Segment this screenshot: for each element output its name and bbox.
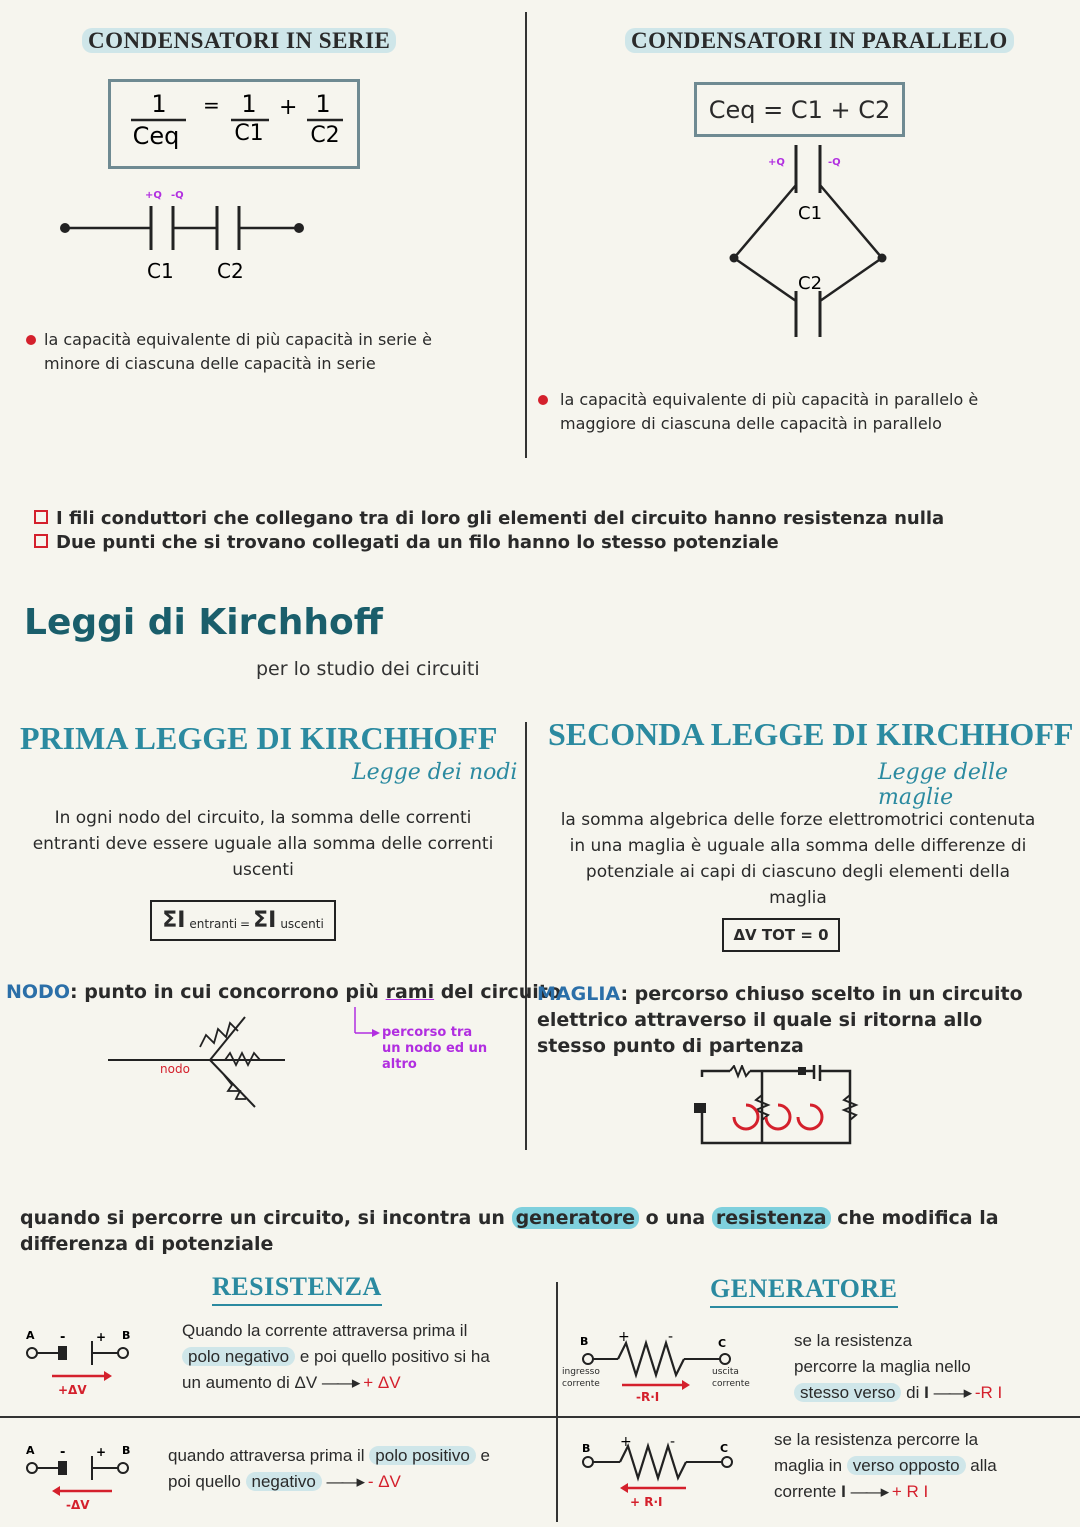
- svg-text:A: A: [26, 1444, 35, 1457]
- lhs-den: Ceq: [132, 122, 180, 150]
- bullet-icon: [538, 395, 548, 405]
- series-formula-box: [108, 79, 360, 169]
- bottom-hdivider: [0, 1416, 1080, 1418]
- mesh-definition: MAGLIA: percorso chiuso scelto in un circuito elettrico attraverso il quale si ritorna allo stesso punto di partenza: [537, 983, 1023, 1057]
- arrow-label: -R·I: [636, 1390, 660, 1404]
- parallel-formula-box: [694, 82, 905, 137]
- generatore-title: GENERATORE: [710, 1274, 898, 1308]
- square-bullet-icon: [34, 534, 48, 548]
- kirchhoff-subtitle: per lo studio dei circuiti: [256, 658, 480, 680]
- resistor-symbol-2: [560, 1430, 760, 1515]
- first-law-formula: ΣI entranti = ΣI uscenti: [150, 900, 336, 941]
- node-diagram: [100, 1005, 400, 1115]
- plus-sign: +: [279, 95, 298, 120]
- svg-text:-: -: [60, 1445, 66, 1460]
- svg-text:-: -: [668, 1329, 674, 1345]
- svg-text:B: B: [122, 1444, 131, 1457]
- generatore-case2-text: se la resistenza percorre la maglia in verso opposto alla corrente I ——▸ + R I: [774, 1430, 997, 1501]
- svg-text:+: +: [96, 1445, 107, 1459]
- label-c1: C1: [798, 203, 823, 224]
- node-label: nodo: [160, 1062, 190, 1076]
- t1-den: C1: [234, 121, 264, 146]
- svg-text:C: C: [720, 1442, 729, 1455]
- resistenza-case2-text: quando attraversa prima il polo positivo e poi quello negativo ——▸ - ΔV: [168, 1446, 490, 1491]
- second-law-formula: ΔV TOT = 0: [722, 918, 840, 952]
- svg-text:+: +: [96, 1330, 107, 1344]
- parallel-title: CONDENSATORI IN PARALLELO: [625, 28, 1014, 54]
- uscita-label: uscita corrente: [712, 1367, 750, 1389]
- arrow-label: +ΔV: [58, 1383, 87, 1397]
- battery-symbol-1: [22, 1325, 142, 1400]
- label-c2: C2: [217, 259, 244, 283]
- first-law-subtitle: Legge dei nodi: [352, 760, 518, 785]
- eq-sign: =: [203, 93, 220, 117]
- square-bullet-icon: [34, 510, 48, 524]
- charge-pos: +Q: [145, 190, 162, 201]
- series-note: la capacità equivalente di più capacità in serie è minore di ciascuna delle capacità in serie: [26, 328, 456, 376]
- terminal-right: [294, 223, 304, 233]
- svg-text:C: C: [718, 1337, 727, 1350]
- result: + ΔV: [363, 1373, 401, 1392]
- resistor-symbol-1: [560, 1325, 760, 1405]
- fact-item: I fili conduttori che collegano tra di loro gli elementi del circuito hanno resistenza nulla: [34, 507, 944, 531]
- t1-num: 1: [241, 90, 257, 118]
- battery-symbol-2: [22, 1440, 142, 1515]
- top-divider: [525, 12, 527, 458]
- arrow-label: -ΔV: [66, 1498, 90, 1512]
- bottom-vdivider: [556, 1282, 558, 1522]
- first-law-title: PRIMA LEGGE DI KIRCHHOFF: [20, 720, 498, 756]
- svg-text:+: +: [618, 1329, 630, 1345]
- arrow-label: + R·I: [630, 1495, 663, 1509]
- t2-den: C2: [310, 123, 340, 148]
- svg-text:B: B: [582, 1442, 591, 1455]
- node-definition: NODO: punto in cui concorrono più rami del circuito: [6, 981, 561, 1003]
- svg-text:+: +: [620, 1434, 632, 1450]
- parallel-formula: Ceq = C1 + C2: [708, 95, 891, 124]
- bullet-icon: [26, 335, 36, 345]
- charge-neg: -Q: [828, 157, 841, 168]
- second-law-title: SECONDA LEGGE DI KIRCHHOFF: [548, 716, 1074, 752]
- kirchhoff-title: Leggi di Kirchhoff: [24, 602, 383, 643]
- resistenza-title: RESISTENZA: [212, 1272, 382, 1306]
- mesh-diagram: [690, 1065, 870, 1155]
- branch-note: percorso tra un nodo ed un altro: [382, 1025, 488, 1072]
- facts-list: [34, 507, 944, 555]
- parallel-note: la capacità equivalente di più capacità in parallelo è maggiore di ciascuna delle capacità in parallelo: [538, 388, 998, 436]
- label-c1: C1: [147, 259, 174, 283]
- second-law-text: la somma algebrica delle forze elettromotrici contenuta in una maglia è uguale alla somma delle differenze di potenziale ai capi di ciascuno degli elementi della maglia: [560, 810, 1036, 908]
- generatore-case1-text: se la resistenza percorre la maglia nello stesso verso di I ——▸ -R I: [794, 1331, 1003, 1402]
- second-law-subtitle: Legge delle maglie: [878, 760, 1009, 810]
- series-circuit: [55, 180, 315, 290]
- first-law-text: In ogni nodo del circuito, la somma delle correnti entranti deve essere uguale alla somma delle correnti uscenti: [32, 808, 494, 880]
- svg-text:-: -: [60, 1330, 66, 1345]
- result: + R I: [891, 1482, 929, 1501]
- series-formula: [111, 82, 357, 166]
- charge-pos: +Q: [768, 157, 785, 168]
- result: - ΔV: [367, 1472, 401, 1491]
- svg-text:A: A: [26, 1329, 35, 1342]
- fact-item: Due punti che si trovano collegati da un filo hanno lo stesso potenziale: [34, 531, 944, 555]
- ingresso-label: ingresso corrente: [562, 1367, 600, 1389]
- series-title: CONDENSATORI IN SERIE: [82, 28, 396, 54]
- svg-text:-: -: [670, 1434, 676, 1450]
- charge-neg: -Q: [171, 190, 184, 201]
- t2-num: 1: [315, 90, 331, 118]
- result: -R I: [974, 1383, 1003, 1402]
- label-c2: C2: [798, 273, 823, 294]
- svg-text:B: B: [580, 1335, 589, 1348]
- kirchhoff-divider: [525, 722, 527, 1150]
- parallel-circuit: [720, 145, 900, 345]
- svg-text:B: B: [122, 1329, 131, 1342]
- circuit-intro: quando si percorre un circuito, si incontra un generatore o una resistenza che modifica la differenza di potenziale: [20, 1207, 999, 1255]
- lhs-num: 1: [151, 90, 167, 118]
- resistenza-case1-text: Quando la corrente attraversa prima il polo negativo e poi quello positivo si ha un aumento di ΔV ——▸ + ΔV: [182, 1321, 490, 1392]
